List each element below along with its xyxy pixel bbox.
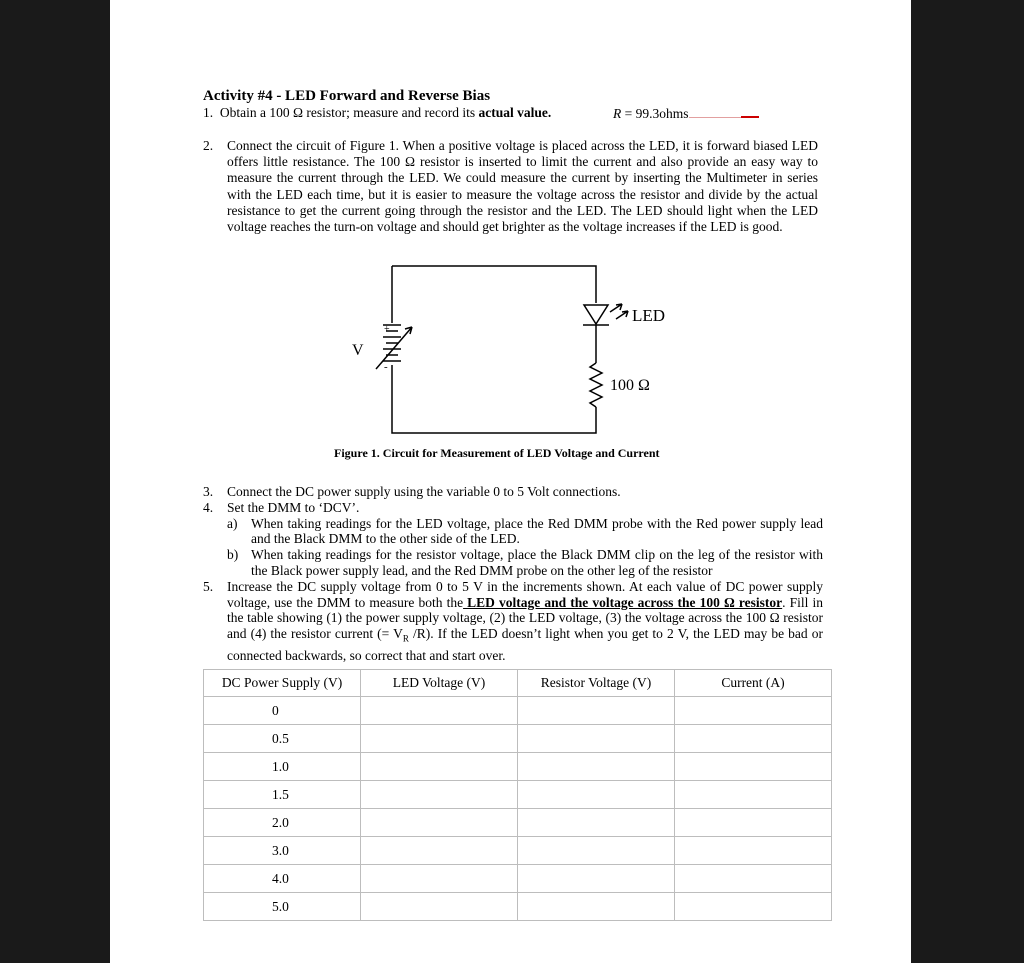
table-row <box>204 893 832 921</box>
resistor-voltage-cell[interactable] <box>518 753 675 781</box>
supply-cell: 0.5 <box>204 725 361 753</box>
step-4-text: Set the DMM to ‘DCV’. <box>227 499 360 515</box>
step-2-text: Connect the circuit of Figure 1. When a positive voltage is placed across the LED, it is forward biased LED offers little resistance. The 100 Ω resistor is inserted to limit the current and also provide an easy way to measure the current through the LED. We could measure the current by inserting the Multimeter in series with the LED each time, but it is easier to measure the voltage across the resistor and divide by the actual resistance to get the current going through the resistor and the LED. The LED should light when the LED voltage reaches the turn-on voltage and should get brighter as the voltage increases if the LED is good. <box>227 138 818 235</box>
measurement-table <box>203 669 832 921</box>
resistor-voltage-cell[interactable] <box>518 837 675 865</box>
top-wire <box>392 266 596 303</box>
led-voltage-cell[interactable] <box>361 725 518 753</box>
supply-cell: 1.5 <box>204 781 361 809</box>
led-voltage-cell[interactable] <box>361 893 518 921</box>
led-triangle <box>584 305 608 324</box>
resistance-symbol: R <box>613 106 622 121</box>
step-4a <box>203 516 823 548</box>
led-arrow-1 <box>610 304 622 312</box>
minus-sign: - <box>384 361 388 373</box>
header-led-voltage: LED Voltage (V) <box>361 670 518 697</box>
step-4b <box>203 547 823 579</box>
circuit-diagram <box>110 255 911 445</box>
supply-cell: 0 <box>204 697 361 725</box>
table-row <box>204 837 832 865</box>
current-cell[interactable] <box>675 697 832 725</box>
step-5-text-a: Increase the DC supply voltage from 0 to 5 V in the increments shown. At each value of DC power supply voltage, use the DMM to measure both the <box>227 578 823 610</box>
resistor-voltage-cell[interactable] <box>518 725 675 753</box>
table-header-row <box>204 670 832 697</box>
current-cell[interactable] <box>675 809 832 837</box>
step-3-number: 3. <box>203 484 214 499</box>
supply-cell: 1.0 <box>204 753 361 781</box>
step-5-subscript: R <box>402 633 409 644</box>
step-5-text-c: /R). If the LED doesn’t light when you get to 2 V, the LED may be bad or connected backwards, so correct that and start over. <box>227 626 823 663</box>
resistor-zigzag <box>590 363 602 407</box>
resistor-voltage-cell[interactable] <box>518 893 675 921</box>
step-3-text: Connect the DC power supply using the variable 0 to 5 Volt connections. <box>227 484 621 499</box>
step-2 <box>203 138 818 235</box>
supply-cell: 5.0 <box>204 893 361 921</box>
answer-blank <box>689 106 741 118</box>
step-4-number: 4. <box>203 499 214 515</box>
step-1-bold: actual value. <box>478 105 552 120</box>
led-arrow-2 <box>616 311 628 319</box>
current-cell[interactable] <box>675 725 832 753</box>
led-label: LED <box>632 306 666 325</box>
led-voltage-cell[interactable] <box>361 865 518 893</box>
led-voltage-cell[interactable] <box>361 781 518 809</box>
plus-sign: + <box>384 324 390 335</box>
supply-cell: 2.0 <box>204 809 361 837</box>
resistor-voltage-cell[interactable] <box>518 865 675 893</box>
current-cell[interactable] <box>675 865 832 893</box>
document-page <box>110 0 911 963</box>
led-voltage-cell[interactable] <box>361 809 518 837</box>
led-voltage-cell[interactable] <box>361 837 518 865</box>
led-voltage-cell[interactable] <box>361 753 518 781</box>
table-row <box>204 809 832 837</box>
step-4 <box>203 500 823 516</box>
table-row <box>204 753 832 781</box>
current-cell[interactable] <box>675 753 832 781</box>
header-resistor-voltage: Resistor Voltage (V) <box>518 670 675 697</box>
resistor-voltage-cell[interactable] <box>518 781 675 809</box>
current-cell[interactable] <box>675 837 832 865</box>
bottom-wire <box>392 365 596 433</box>
resistor-voltage-cell[interactable] <box>518 697 675 725</box>
step-3 <box>203 484 823 500</box>
led-voltage-cell[interactable] <box>361 697 518 725</box>
step-4b-label: b) <box>227 547 239 563</box>
step-5-number: 5. <box>203 578 214 594</box>
step-5-text-b: . Fill in the table showing (1) the power supply voltage, (2) the LED voltage, (3) the voltage across the 100 Ω resistor and (4) the resistor current (= V <box>227 594 824 642</box>
supply-cell: 4.0 <box>204 865 361 893</box>
answer-redline <box>741 105 759 118</box>
step-5-underlined: LED voltage and the voltage across the 100 Ω resistor <box>463 594 783 610</box>
supply-cell: 3.0 <box>204 837 361 865</box>
current-cell[interactable] <box>675 893 832 921</box>
header-current: Current (A) <box>675 670 832 697</box>
resistance-entry <box>613 105 759 122</box>
variable-arrow <box>376 327 412 369</box>
step-1 <box>203 105 823 121</box>
source-label: V <box>352 342 364 359</box>
step-1-number: 1. <box>203 105 214 120</box>
resistor-label: 100 Ω <box>610 377 650 394</box>
table-row <box>204 697 832 725</box>
step-4a-label: a) <box>227 515 238 531</box>
procedure-steps <box>203 484 823 663</box>
step-4a-text: When taking readings for the LED voltage, place the Red DMM probe with the Red power supply lead and the Black DMM to the other side of the LED. <box>251 515 823 547</box>
step-5 <box>203 579 823 664</box>
step-2-number: 2. <box>203 138 214 153</box>
resistor-voltage-cell[interactable] <box>518 809 675 837</box>
table-row <box>204 781 832 809</box>
header-supply: DC Power Supply (V) <box>204 670 361 697</box>
resistance-value: = 99.3ohms <box>621 106 689 121</box>
current-cell[interactable] <box>675 781 832 809</box>
figure-caption: Figure 1. Circuit for Measurement of LED Voltage and Current <box>334 446 660 460</box>
step-4b-text: When taking readings for the resistor voltage, place the Black DMM clip on the leg of the resistor with the Black power supply lead, and the Red DMM probe on the other leg of the resistor <box>251 547 823 578</box>
step-1-text: Obtain a 100 Ω resistor; measure and record its <box>219 105 479 120</box>
table-row <box>204 865 832 893</box>
table-row <box>204 725 832 753</box>
activity-title: Activity #4 - LED Forward and Reverse Bias <box>203 88 491 104</box>
